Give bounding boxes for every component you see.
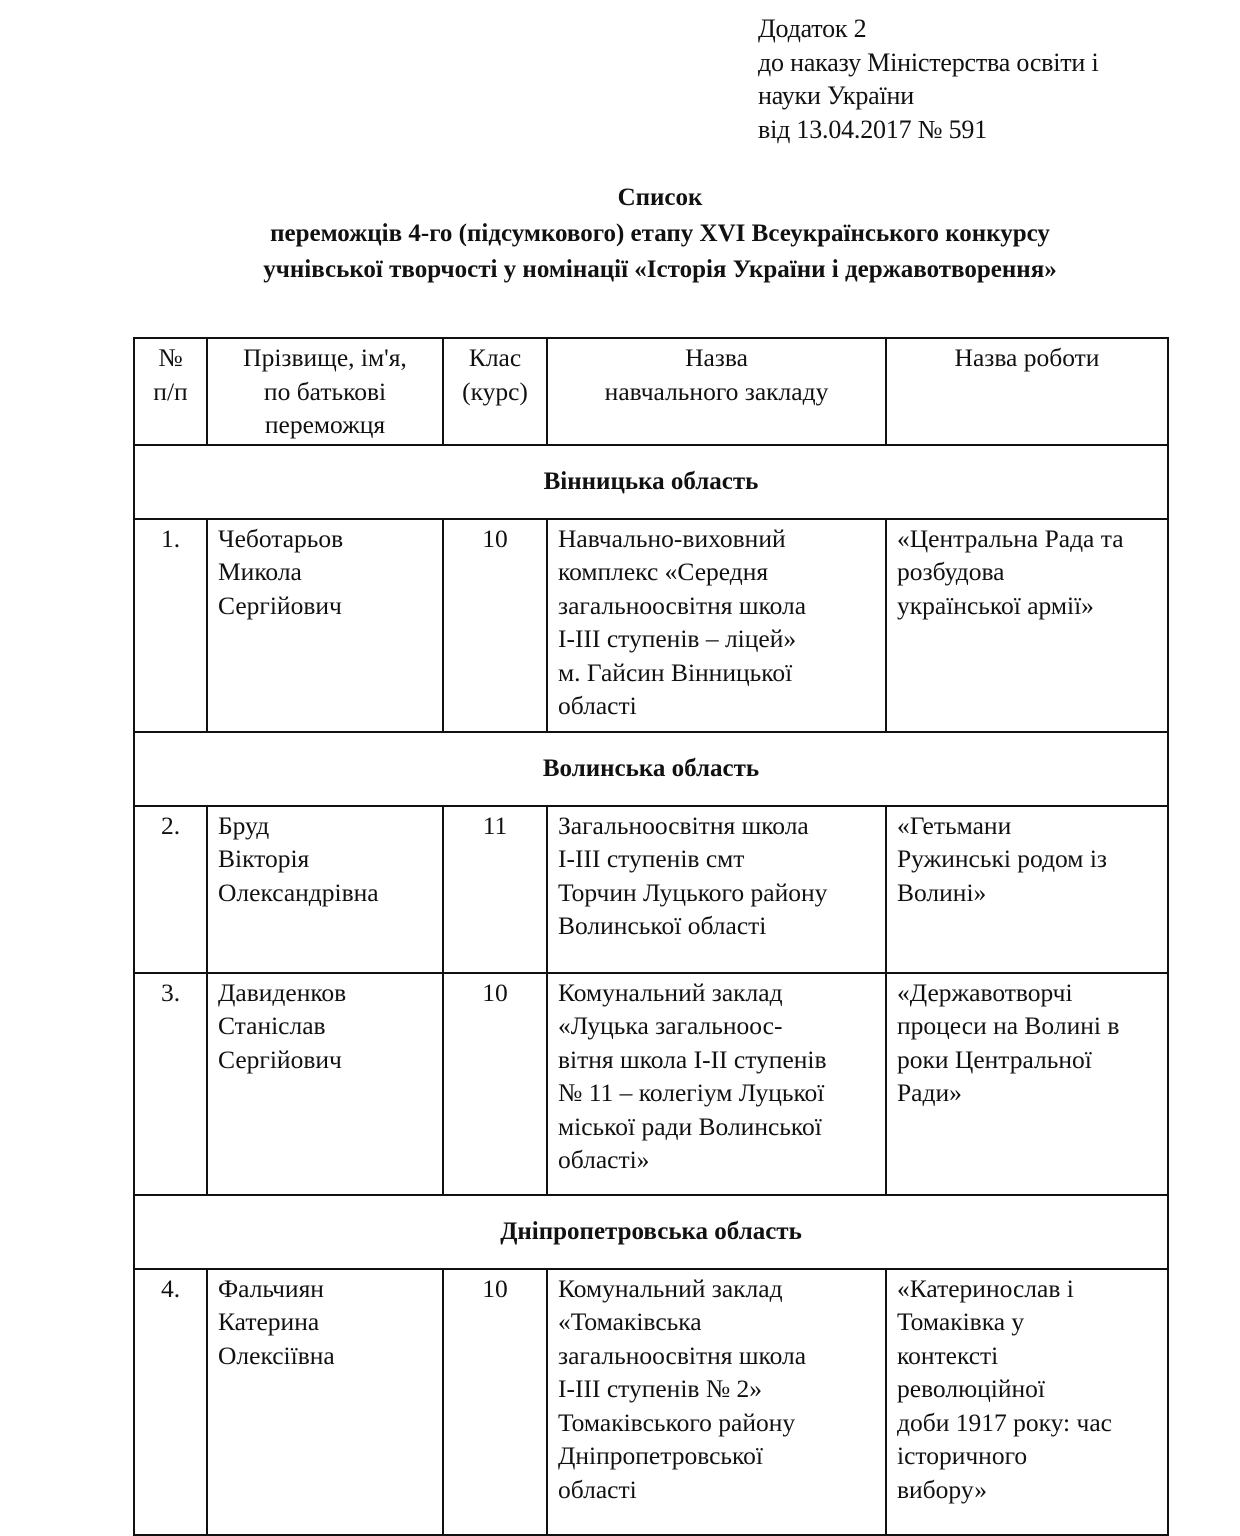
- table-row: [134, 519, 1168, 732]
- cell-school-line: Томаківського району: [558, 1407, 796, 1437]
- annex-reference: [758, 12, 1098, 146]
- cell-school-line: області: [558, 1474, 637, 1504]
- cell-name-line: Микола: [218, 557, 302, 586]
- cell-name-line: Сергійович: [218, 1044, 342, 1074]
- cell-school-line: Торчин Луцького району: [558, 877, 828, 907]
- cell-school-line: загальноосвітня школа: [558, 1340, 807, 1370]
- cell-work-line: Томаківка у: [897, 1307, 1025, 1336]
- cell-work-line: контексті: [897, 1340, 999, 1370]
- region-row: [134, 732, 1168, 806]
- cell-work-line: вибору»: [897, 1474, 987, 1504]
- region-row: [134, 445, 1168, 519]
- title-line: учнівської творчості у номінації «Історія України і державотворення»: [263, 256, 1057, 283]
- cell-work-line: роки Центральної: [897, 1044, 1092, 1074]
- annex-line: до наказу Міністерства освіти і: [758, 47, 1099, 77]
- cell-school-line: м. Гайсин Вінницької: [558, 657, 793, 687]
- cell-name-line: Олексіївна: [218, 1340, 335, 1370]
- cell-work-line: «Центральна Рада та: [897, 523, 1124, 553]
- cell-school-line: вітня школа І-ІІ ступенів: [558, 1044, 827, 1074]
- cell-name-line: Катерина: [218, 1307, 320, 1336]
- cell-school: [547, 806, 886, 973]
- cell-work-line: процеси на Волині в: [897, 1011, 1120, 1040]
- cell-class: 11: [443, 806, 547, 973]
- cell-school-line: Навчально-виховний: [558, 523, 786, 553]
- cell-school-line: «Луцька загальноос-: [558, 1011, 783, 1040]
- cell-school-line: І-ІІІ ступенів № 2»: [558, 1374, 763, 1403]
- cell-name-line: Чеботарьов: [218, 523, 344, 553]
- cell-school-line: «Томаківська: [558, 1307, 702, 1336]
- title-line: переможців 4-го (підсумкового) етапу XVI Всеукраїнського конкурсу: [270, 220, 1050, 247]
- header-class: Клас (курс): [443, 338, 547, 445]
- cell-work-line: доби 1917 року: час: [897, 1407, 1112, 1437]
- cell-number: 3.: [134, 973, 207, 1195]
- cell-school-line: І-ІІІ ступенів смт: [558, 844, 745, 873]
- table-header-row: [134, 338, 1168, 445]
- cell-number: 1.: [134, 519, 207, 732]
- header-school: Назва навчального закладу: [547, 338, 886, 445]
- cell-class: 10: [443, 519, 547, 732]
- cell-name-line: Олександрівна: [218, 877, 379, 907]
- cell-work: [886, 519, 1168, 732]
- cell-school-line: Загальноосвітня школа: [558, 810, 809, 840]
- annex-line: від 13.04.2017 № 591: [758, 114, 988, 144]
- cell-school: [547, 1269, 886, 1535]
- cell-class: 10: [443, 973, 547, 1195]
- cell-work-line: «Гетьмани: [897, 810, 1012, 840]
- cell-school: [547, 519, 886, 732]
- cell-school-line: загальноосвітня школа: [558, 590, 807, 620]
- cell-name: [207, 1269, 443, 1535]
- cell-school-line: № 11 – колегіум Луцької: [558, 1078, 825, 1107]
- table-row: [134, 806, 1168, 973]
- cell-work-line: «Державотворчі: [897, 977, 1073, 1007]
- cell-school: [547, 973, 886, 1195]
- cell-name-line: Давиденков: [218, 977, 347, 1007]
- cell-school-line: Дніпропетровської: [558, 1441, 763, 1470]
- cell-school-line: області»: [558, 1145, 650, 1174]
- cell-name-line: Фальчиян: [218, 1273, 324, 1303]
- cell-work-line: революційної: [897, 1374, 1045, 1403]
- cell-name: [207, 806, 443, 973]
- header-number: № п/п: [134, 338, 207, 445]
- cell-number: 2.: [134, 806, 207, 973]
- cell-name-line: Сергійович: [218, 590, 342, 620]
- cell-school-line: Комунальний заклад: [558, 1273, 783, 1303]
- cell-work-line: української армії»: [897, 590, 1094, 620]
- region-name: Дніпропетровська область: [134, 1195, 1168, 1269]
- cell-school-line: Волинської області: [558, 911, 767, 940]
- cell-school-line: міської ради Волинської: [558, 1111, 822, 1141]
- cell-school-line: області: [558, 691, 637, 720]
- cell-work-line: Волині»: [897, 877, 987, 907]
- cell-name-line: Бруд: [218, 810, 270, 840]
- region-name: Волинська область: [134, 732, 1168, 806]
- region-row: [134, 1195, 1168, 1269]
- cell-work: [886, 1269, 1168, 1535]
- cell-name-line: Вікторія: [218, 844, 310, 873]
- annex-line: науки України: [758, 81, 914, 110]
- cell-school-line: Комунальний заклад: [558, 977, 783, 1007]
- header-name: Прізвище, ім'я, по батькові переможця: [207, 338, 443, 445]
- cell-school-line: І-ІІІ ступенів – ліцей»: [558, 624, 797, 653]
- cell-work-line: Ружинські родом із: [897, 844, 1107, 873]
- cell-work: [886, 806, 1168, 973]
- cell-work-line: розбудова: [897, 557, 1005, 586]
- cell-class: 10: [443, 1269, 547, 1535]
- region-name: Вінницька область: [134, 445, 1168, 519]
- cell-name: [207, 519, 443, 732]
- header-work: Назва роботи: [886, 338, 1168, 445]
- winners-table: [133, 337, 1169, 1536]
- document-title: [130, 180, 1190, 288]
- cell-name-line: Станіслав: [218, 1011, 326, 1040]
- cell-work-line: історичного: [897, 1441, 1028, 1470]
- cell-work-line: Ради»: [897, 1078, 962, 1107]
- cell-name: [207, 973, 443, 1195]
- title-line: Список: [617, 184, 703, 211]
- cell-work-line: «Катеринослав і: [897, 1273, 1074, 1303]
- cell-school-line: комплекс «Середня: [558, 557, 769, 586]
- cell-work: [886, 973, 1168, 1195]
- annex-line: Додаток 2: [758, 14, 867, 43]
- table-row: [134, 1269, 1168, 1535]
- table-row: [134, 973, 1168, 1195]
- cell-number: 4.: [134, 1269, 207, 1535]
